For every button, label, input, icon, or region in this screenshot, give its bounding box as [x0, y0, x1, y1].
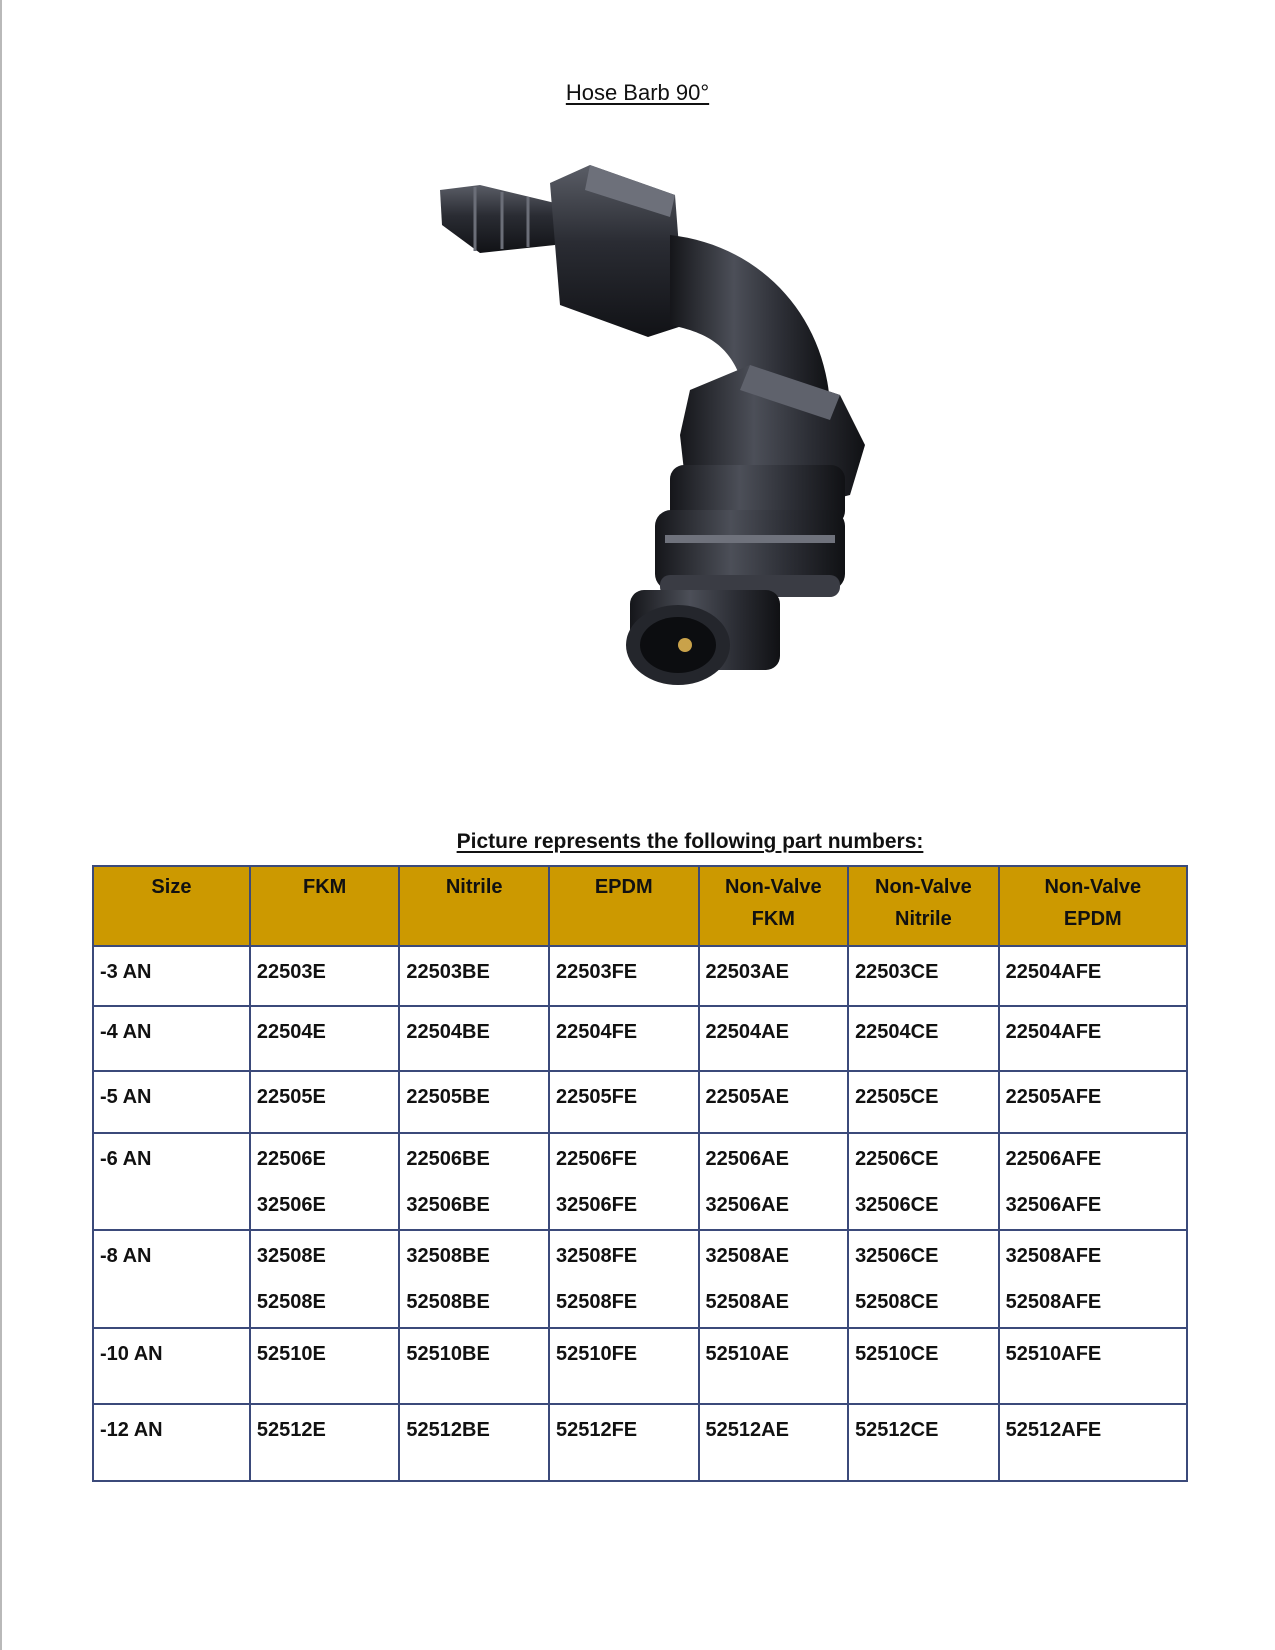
part-cell: 32508BE 52508BE — [399, 1230, 549, 1328]
size-cell: -10 AN — [93, 1328, 250, 1404]
page-title: Hose Barb 90° — [565, 80, 710, 105]
size-cell: -8 AN — [93, 1230, 250, 1328]
part-cell: 22504BE — [399, 1006, 549, 1071]
coupling-body — [655, 465, 845, 597]
part-cell: 22505FE — [549, 1071, 699, 1133]
header-epdm: EPDM — [549, 866, 699, 946]
table-caption: Picture represents the following part numbers: — [456, 830, 924, 853]
part-cell: 22506BE 32506BE — [399, 1133, 549, 1230]
part-cell: 52512FE — [549, 1404, 699, 1481]
part-cell: 32508AE 52508AE — [699, 1230, 849, 1328]
part-cell: 22506AE 32506AE — [699, 1133, 849, 1230]
part-cell: 22504FE — [549, 1006, 699, 1071]
part-cell: 22505E — [250, 1071, 400, 1133]
table-row — [93, 1071, 1187, 1133]
part-cell: 52510CE — [848, 1328, 999, 1404]
table-row — [93, 1006, 1187, 1071]
part-cell: 52510AFE — [999, 1328, 1187, 1404]
part-cell: 22504E — [250, 1006, 400, 1071]
table-row — [93, 946, 1187, 1006]
size-cell: -6 AN — [93, 1133, 250, 1230]
top-hex-nut — [550, 165, 685, 337]
part-cell: 22506FE 32506FE — [549, 1133, 699, 1230]
part-cell: 22503E — [250, 946, 400, 1006]
size-cell: -12 AN — [93, 1404, 250, 1481]
part-cell: 52512AE — [699, 1404, 849, 1481]
header-non-valve-epdm: Non-Valve EPDM — [999, 866, 1187, 946]
part-cell: 22505AFE — [999, 1071, 1187, 1133]
header-fkm: FKM — [250, 866, 400, 946]
size-cell: -5 AN — [93, 1071, 250, 1133]
header-non-valve-nitrile: Non-Valve Nitrile — [848, 866, 999, 946]
part-cell: 22504AFE — [999, 1006, 1187, 1071]
size-cell: -3 AN — [93, 946, 250, 1006]
part-cell: 52510FE — [549, 1328, 699, 1404]
part-cell: 22505BE — [399, 1071, 549, 1133]
hose-barb-tip — [440, 185, 555, 253]
part-cell: 22506E 32506E — [250, 1133, 400, 1230]
header-non-valve-fkm: Non-Valve FKM — [699, 866, 849, 946]
part-cell: 22504AFE — [999, 946, 1187, 1006]
table-row — [93, 1230, 1187, 1328]
part-cell: 52512E — [250, 1404, 400, 1481]
product-photo — [420, 165, 920, 735]
table-row — [93, 1133, 1187, 1230]
part-cell: 32508AFE 52508AFE — [999, 1230, 1187, 1328]
part-cell: 52512CE — [848, 1404, 999, 1481]
part-number-table — [92, 865, 1188, 1482]
part-cell: 22503AE — [699, 946, 849, 1006]
header-nitrile: Nitrile — [399, 866, 549, 946]
part-cell: 52510AE — [699, 1328, 849, 1404]
part-cell: 32506CE 52508CE — [848, 1230, 999, 1328]
part-cell: 32508FE 52508FE — [549, 1230, 699, 1328]
part-cell: 22503CE — [848, 946, 999, 1006]
size-cell: -4 AN — [93, 1006, 250, 1071]
part-cell: 52512BE — [399, 1404, 549, 1481]
table-header-row — [93, 866, 1187, 946]
part-cell: 22504AE — [699, 1006, 849, 1071]
part-cell: 22505AE — [699, 1071, 849, 1133]
table-row — [93, 1328, 1187, 1404]
part-cell: 52512AFE — [999, 1404, 1187, 1481]
part-cell: 22504CE — [848, 1006, 999, 1071]
table-row — [93, 1404, 1187, 1481]
coupling-nipple — [626, 590, 780, 685]
part-cell: 22503FE — [549, 946, 699, 1006]
part-cell: 32508E 52508E — [250, 1230, 400, 1328]
part-cell: 52510E — [250, 1328, 400, 1404]
part-cell: 22505CE — [848, 1071, 999, 1133]
part-cell: 22506CE 32506CE — [848, 1133, 999, 1230]
part-cell: 22503BE — [399, 946, 549, 1006]
part-cell: 22506AFE 32506AFE — [999, 1133, 1187, 1230]
page-edge-rule — [0, 0, 2, 1650]
part-cell: 52510BE — [399, 1328, 549, 1404]
header-size: Size — [93, 866, 250, 946]
